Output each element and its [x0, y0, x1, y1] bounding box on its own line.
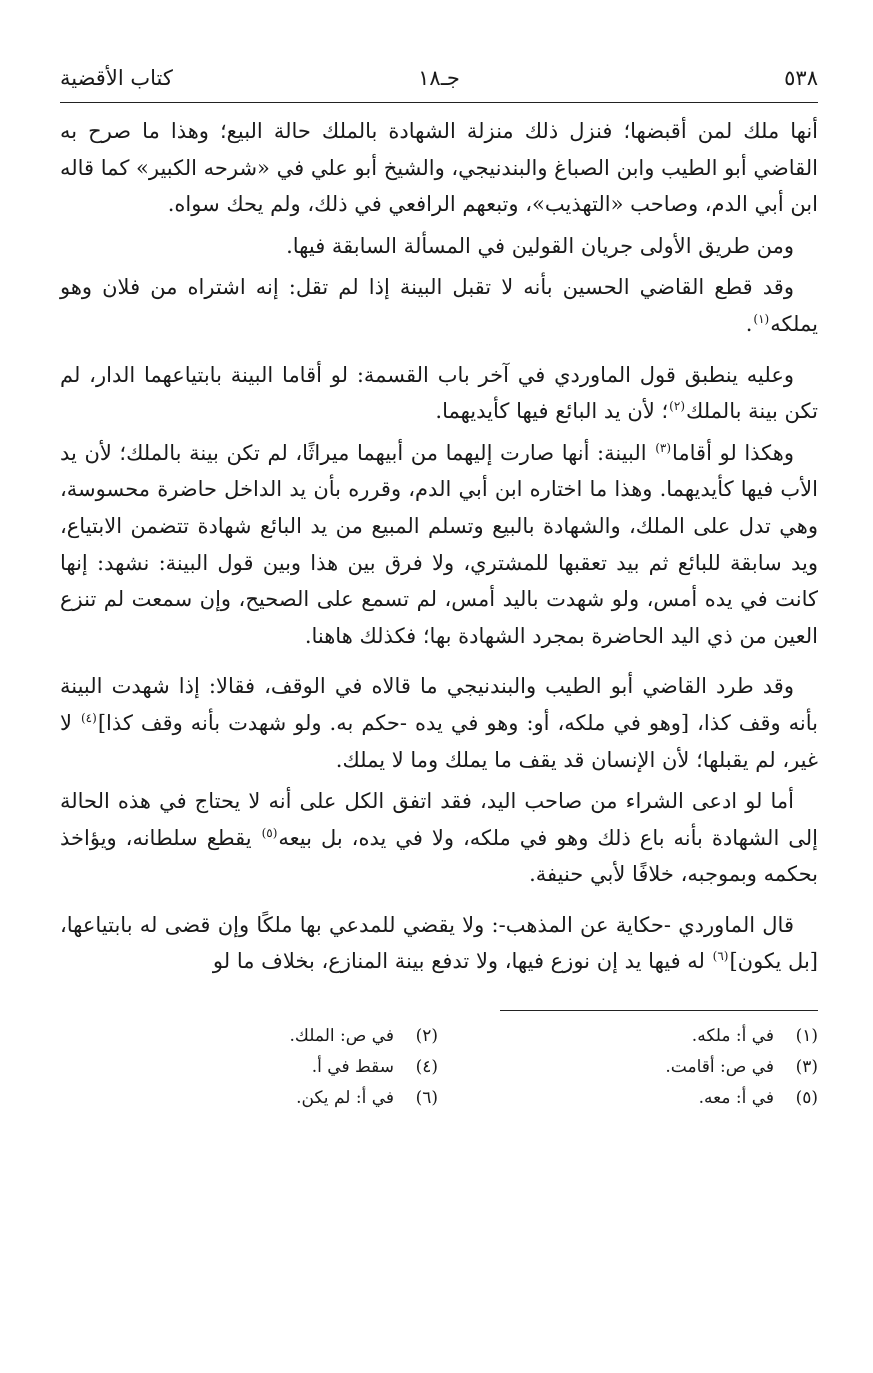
body-paragraph — [60, 907, 818, 980]
paragraph-text: أنها ملك لمن أقبضها؛ فنزل ذلك منزلة الشهادة بالملك حالة البيع؛ وهذا ما صرح به القاضي أبو الطيب وابن الصباغ والبندنيجي، والشيخ أبو علي في «شرحه الكبير» كما قاله ابن أبي الدم، وصاحب «التهذيب»، وتبعهم الرافعي في ذلك، ولم يحك سواه. — [60, 119, 818, 217]
footnote-divider — [500, 1010, 818, 1011]
body-paragraph — [60, 269, 818, 342]
body-paragraph — [60, 435, 818, 655]
page-number: ٥٣٨ — [784, 66, 818, 90]
paragraph-text: وقد قطع القاضي الحسين بأنه لا تقبل البينة إذا لم تقل: إنه اشتراه من فلان وهو يملكه — [60, 275, 818, 336]
footnotes — [60, 1021, 818, 1113]
footnote-reference: (٥) — [261, 825, 278, 840]
chapter-title: كتاب الأقضية — [60, 66, 173, 90]
footnote-text: في أ: ملكه. — [691, 1026, 774, 1047]
header-divider — [60, 102, 818, 103]
page-header — [60, 62, 818, 102]
footnote-number: (٣) — [795, 1057, 818, 1078]
paragraph-text: . — [745, 311, 753, 336]
footnote-number: (١) — [795, 1026, 818, 1047]
footnote-text: في ص: أقامت. — [665, 1057, 774, 1078]
paragraph-text: أما لو ادعى الشراء من صاحب اليد، فقد اتفق الكل على أنه لا يحتاج في هذه الحالة إلى الشهادة بأنه باع ذلك وهو في ملكه، ولا في يده، بل بيعه — [60, 789, 819, 850]
body-paragraph — [60, 783, 818, 893]
footnote-number: (٥) — [795, 1088, 818, 1109]
paragraph-text: يقطع سلطانه، ويؤاخذ بحكمه وبموجبه، خلافًا لأبي حنيفة. — [60, 825, 818, 887]
footnote-number: (٦) — [415, 1088, 438, 1109]
footnote-text: في أ: لم يكن. — [296, 1088, 394, 1109]
paragraph-text: قال الماوردي -حكاية عن المذهب-: ولا يقضي للمدعي بها ملكًا وإن قضى له بابتياعها، [بل يكون] — [60, 912, 818, 974]
body-paragraph — [60, 357, 818, 430]
paragraph-text: ؛ لأن يد البائع فيها كأيديهما. — [435, 399, 669, 424]
footnote-item — [68, 1083, 438, 1113]
footnote-reference: (٢) — [669, 399, 685, 414]
footnote-text: في أ: معه. — [698, 1088, 774, 1109]
body-paragraph — [60, 228, 818, 265]
body-paragraph — [60, 668, 818, 778]
footnote-item — [448, 1083, 818, 1113]
footnote-reference: (٦) — [712, 949, 729, 964]
body-paragraph — [60, 113, 818, 223]
footnote-number: (٤) — [415, 1057, 438, 1078]
paragraph-text: له فيها يد إن نوزع فيها، ولا تدفع بينة المنازع، بخلاف ما لو — [212, 949, 712, 974]
paragraph-text: وهكذا لو أقاما — [672, 440, 794, 465]
paragraph-text: ومن طريق الأولى جريان القولين في المسألة السابقة فيها. — [286, 233, 794, 258]
footnote-reference: (٤) — [80, 710, 97, 725]
footnote-item — [68, 1021, 438, 1051]
volume-number: جـ١٨ — [418, 66, 460, 90]
footnote-text: سقط في أ. — [311, 1057, 394, 1078]
footnote-text: في ص: الملك. — [289, 1026, 394, 1047]
footnote-reference: (٣) — [655, 440, 672, 455]
paragraph-text: البينة: أنها صارت إليهما من أبيهما ميراثًا، لم تكن بينة بالملك؛ لأن يد الأب فيها كأيديهما. وهذا ما اختاره ابن أبي الدم، وقرره بأن يد الداخل حاضرة محسوسة، وهي تدل على الملك، والشهادة بالبيع وتسلم المبيع من يد البائع شهادة تتضمن الابتياع، ويد سابقة للبائع ثم بيد تعقبها للمشتري، ولا فرق بين هذا وبين قول البينة: نشهد: إنها كانت في يده أمس، ولو شهدت باليد أمس، لم تسمع على الصحيح، وإن سمعت لم تنزع العين من ذي اليد الحاضرة بمجرد الشهادة بها؛ فكذلك هاهنا. — [60, 440, 818, 648]
paragraph-text: وعليه ينطبق قول الماوردي في آخر باب القسمة: لو أقاما البينة بابتياعهما الدار، لم تكن بينة بالملك — [60, 362, 818, 424]
footnote-reference: (١) — [753, 311, 770, 326]
body-text — [60, 113, 818, 980]
book-page — [60, 62, 818, 1113]
footnote-item — [448, 1021, 818, 1051]
footnote-number: (٢) — [415, 1026, 438, 1047]
footnote-item — [68, 1052, 438, 1082]
paragraph-text: لا غير، لم يقبلها؛ لأن الإنسان قد يقف ما يملك وما لا يملك. — [60, 710, 818, 772]
paragraph-text: وقد طرد القاضي أبو الطيب والبندنيجي ما قالاه في الوقف، فقالا: إذا شهدت البينة بأنه وقف كذا، [وهو في ملكه، أو: وهو في يده -حكم به. ولو شهدت بأنه وقف كذا] — [60, 674, 819, 735]
footnote-item — [448, 1052, 818, 1082]
